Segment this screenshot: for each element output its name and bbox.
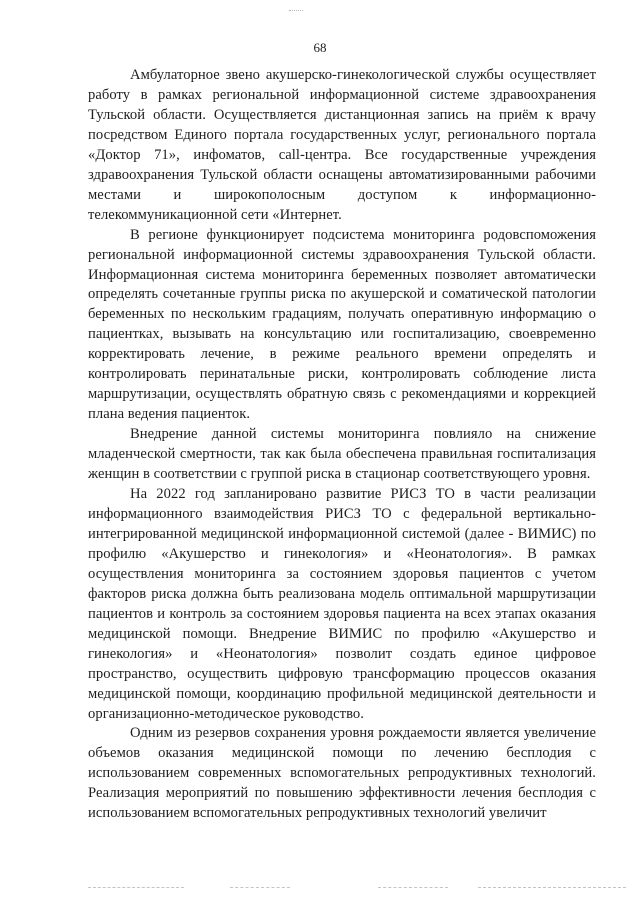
scan-artifact-top — [289, 10, 303, 13]
paragraph-fertility-reserves: Одним из резервов сохранения уровня рождаемости является увеличение объемов оказания медицинской помощи по лечению бесплодия с использованием современных вспомогательных репродуктивных технологий. Реализация мероприятий по повышению эффективности лечения бесплодия с использованием вспомогательных репродуктивных технологий увеличит — [88, 725, 596, 822]
page-number: 68 — [313, 40, 327, 55]
paragraph-2022-plans: На 2022 год запланировано развитие РИСЗ ТО в части реализации информационного взаимодействия РИСЗ ТО с федеральной вертикально-интегрированной медицинской информационной системой (далее - ВИМИС) по профилю «Акушерство и гинекология» и «Неонатология». В рамках осуществления мониторинга за состоянием здоровья пациентов с учетом факторов риска должна быть реализована модель оптимальной маршрутизации пациентов и контроль за состоянием здоровья пациента на всех этапах оказания медицинской помощи. Внедрение ВИМИС по профилю «Акушерство и гинекология» и «Неонатология» позволит создать единое цифровое пространство, осуществить цифровую трансформацию процессов оказания медицинской помощи, координацию профильной медицинской деятельности и организационно-методическое руководство. — [88, 486, 596, 722]
body-text — [88, 66, 596, 824]
paragraph-mortality-reduction: Внедрение данной системы мониторинга повлияло на снижение младенческой смертности, так как была обеспечена правильная госпитализация женщин в соответствии с группой риска в стационар соответствующего уровня. — [88, 426, 596, 483]
paragraph-outpatient-service: Амбулаторное звено акушерско-гинекологической службы осуществляет работу в рамках региональной информационной системе здравоохранения Тульской области. Осуществляется дистанционная запись на приём к врачу посредством Единого портала государственных услуг, регионального портала «Доктор 71», инфоматов, call-центра. Все государственные учреждения здравоохранения Тульской области оснащены автоматизированными рабочими местами и широкополосным доступом к информационно-телекоммуникационной сети «Интернет. — [88, 67, 596, 223]
paragraph-monitoring-subsystem: В регионе функционирует подсистема мониторинга родовспоможения региональной информационной системы здравоохранения Тульской области. Информационная система мониторинга беременных позволяет автоматически определять сочетанные группы риска по акушерской и соматической патологии беременных по нескольким градациям, получать оперативную информацию о пациентках, вызывать на консультацию или госпитализацию, своевременно корректировать лечение, в режиме реального времени определять и контролировать перинатальные риски, контролировать соблюдение листа маршрутизации, осуществлять обратную связь с рекомендациями и коррекцией плана ведения пациенток. — [88, 226, 596, 423]
scan-artifact-footer — [88, 887, 628, 891]
